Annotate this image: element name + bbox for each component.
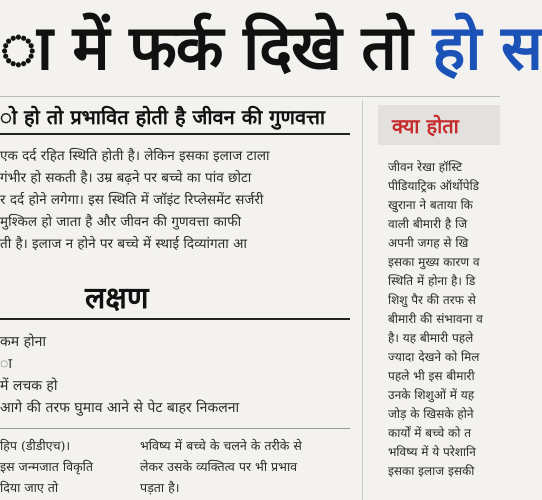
symptom-item: आगे की तरफ घुमाव आने से पेट बाहर निकलना	[0, 400, 240, 416]
side-line: वाली बीमारी है जि	[388, 217, 468, 231]
bottom-left-line: हिप (डीडीएच)।	[0, 438, 71, 453]
bottom-left-line: दिया जाए तो	[0, 480, 59, 495]
bottom-mid-line: भविष्य में बच्चे के चलने के तरीके से	[140, 438, 302, 453]
side-line: इसका इलाज इसकी	[388, 464, 475, 478]
side-line: बीमारी की संभावना व	[388, 312, 483, 326]
headline	[0, 4, 542, 88]
intro-line: मुश्किल हो जाता है और जीवन की गुणवत्ता काफी	[0, 214, 242, 230]
side-line: इसका मुख्य कारण व	[388, 255, 480, 269]
headline-black: ा में फर्क दिखे तो	[0, 11, 433, 84]
subheading-rule	[0, 133, 350, 135]
side-line: अपनी जगह से खि	[388, 236, 469, 250]
subheading: ो हो तो प्रभावित होती है जीवन की गुणवत्ता	[0, 105, 326, 129]
bottom-divider	[0, 428, 350, 429]
side-line: शिशु पैर की तरफ से	[388, 293, 476, 307]
intro-line: गंभीर हो सकती है। उम्र बढ़ने पर बच्चे का पांव छोटा	[0, 170, 252, 186]
bottom-mid-line: पड़ता है।	[140, 480, 180, 495]
headline-blue: हो स	[432, 11, 542, 84]
bottom-left-line: इस जन्मजात विकृति	[0, 459, 94, 474]
side-line: स्थिति में होना है। डि	[388, 274, 476, 288]
intro-line: एक दर्द रहित स्थिति होती है। लेकिन इसका इलाज टाला	[0, 148, 270, 164]
intro-line: र दर्द होने लगेगा। इस स्थिति में जॉइंट रिप्लेसमेंट सर्जरी	[0, 192, 264, 208]
side-line: उनके शिशुओं में यह	[388, 388, 475, 402]
side-line: जीवन रेखा हॉस्टि	[388, 160, 463, 174]
side-line: भविष्य में ये परेशानि	[388, 445, 476, 459]
side-line: जोड़ के खिसके होने	[388, 407, 474, 421]
column-divider	[362, 100, 363, 500]
side-title: क्या होता	[392, 114, 459, 138]
symptom-item: कम होना	[0, 334, 47, 350]
side-line: है। यह बीमारी पहले	[388, 331, 474, 345]
side-line: पीडियाट्रिक ऑर्थोपेडि	[388, 179, 480, 193]
top-divider	[0, 96, 500, 97]
bottom-mid-line: लेकर उसके व्यक्तित्व पर भी प्रभाव	[140, 459, 298, 474]
side-line: खुराना ने बताया कि	[388, 198, 473, 212]
symptoms-heading: लक्षण	[85, 281, 149, 316]
side-line: कार्यों में बच्चे को त	[388, 426, 471, 440]
side-line: पहले भी इस बीमारी	[388, 369, 475, 383]
side-line: ज्यादा देखने को मिल	[388, 350, 480, 364]
symptom-item: में लचक हो	[0, 378, 58, 394]
intro-line: ती है। इलाज न होने पर बच्चे में स्थाई दिव्यांगता आ	[0, 236, 247, 252]
symptoms-rule	[0, 318, 350, 320]
symptom-item: ा	[0, 356, 12, 372]
